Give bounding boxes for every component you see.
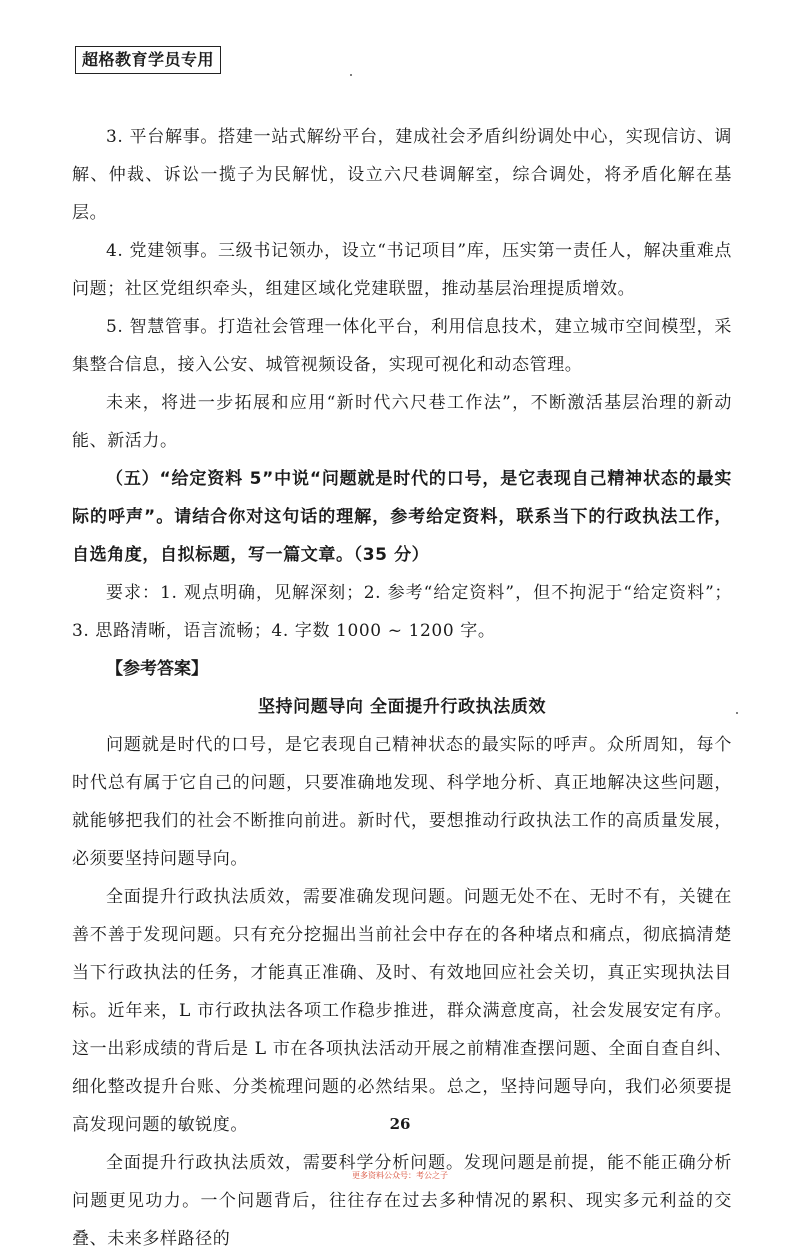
- essay-paragraph-analyze: 全面提升行政执法质效，需要科学分析问题。发现问题是前提，能不能正确分析问题更见功力。一个问题背后，往往存在过去多种情况的累积、现实多元利益的交叠、未来多样路径的: [72, 1153, 732, 1249]
- paragraph-future: 未来，将进一步拓展和应用“新时代六尺巷工作法”，不断激活基层治理的新动能、新活力。: [72, 393, 732, 451]
- footer-note: 更多资料公众号：考公之子: [352, 1171, 448, 1180]
- page-content: [72, 118, 732, 1258]
- answer-label: 【参考答案】: [106, 659, 208, 679]
- page-number: 26: [389, 1115, 411, 1133]
- essay-title: 坚持问题导向 全面提升行政执法质效: [257, 697, 547, 717]
- essay-paragraph-intro: 问题就是时代的口号，是它表现自己精神状态的最实际的呼声。众所周知，每个时代总有属于它自己的问题，只要准确地发现、科学地分析、真正地解决这些问题，就能够把我们的社会不断推向前进。新时代，要想推动行政执法工作的高质量发展，必须要坚持问题导向。: [72, 735, 732, 869]
- scan-speck: [736, 712, 738, 714]
- question-requirements: 要求：1. 观点明确，见解深刻；2. 参考“给定资料”，但不拘泥于“给定资料”；3. 思路清晰，语言流畅；4. 字数 1000 ~ 1200 字。: [72, 583, 732, 641]
- paragraph-party-building: 4. 党建领事。三级书记领办，设立“书记项目”库，压实第一责任人，解决重难点问题；社区党组织牵头，组建区域化党建联盟，推动基层治理提质增效。: [72, 241, 732, 299]
- header-label: 超格教育学员专用: [75, 46, 221, 74]
- paragraph-platform: 3. 平台解事。搭建一站式解纷平台，建成社会矛盾纠纷调处中心，实现信访、调解、仲裁、诉讼一揽子为民解忧，设立六尺巷调解室，综合调处，将矛盾化解在基层。: [72, 127, 732, 223]
- paragraph-smart-management: 5. 智慧管事。打造社会管理一体化平台，利用信息技术，建立城市空间模型，采集整合信息，接入公安、城管视频设备，实现可视化和动态管理。: [72, 317, 732, 375]
- scan-speck: [350, 74, 352, 76]
- essay-paragraph-discover: 全面提升行政执法质效，需要准确发现问题。问题无处不在、无时不有，关键在善不善于发现问题。只有充分挖掘出当前社会中存在的各种堵点和痛点，彻底搞清楚当下行政执法的任务，才能真正准确、及时、有效地回应社会关切，真正实现执法目标。近年来，L 市行政执法各项工作稳步推进，群众满意度高，社会发展安定有序。这一出彩成绩的背后是 L 市在各项执法活动开展之前精准查摆问题、全面自查自纠、细化整改提升台账、分类梳理问题的必然结果。总之，坚持问题导向，我们必须要提高发现问题的敏锐度。: [72, 887, 732, 1135]
- question-text: （五）“给定资料 5”中说“问题就是时代的口号，是它表现自己精神状态的最实际的呼声”。请结合你对这句话的理解，参考给定资料，联系当下的行政执法工作，自选角度，自拟标题，写一篇文章。（35 分）: [72, 469, 732, 565]
